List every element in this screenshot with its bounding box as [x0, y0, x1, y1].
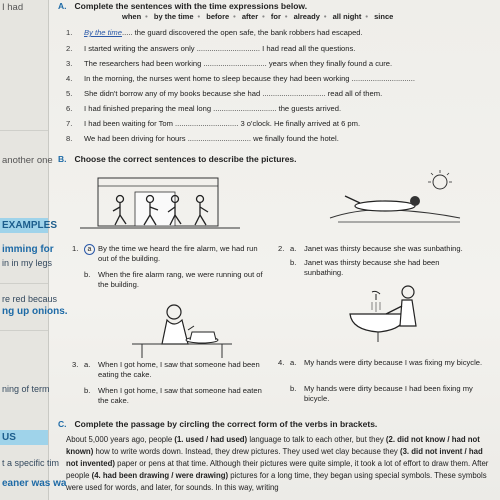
- verb-choice-1[interactable]: (1. used / had used): [174, 435, 248, 444]
- exercise-a-item-5: 5. She didn't borrow any of my books because she had .............................. read all of them.: [66, 89, 383, 98]
- word-bank-item: already: [293, 12, 320, 21]
- illustration-washing-hands: [342, 286, 422, 344]
- margin-line-2: in in my legs: [2, 258, 53, 268]
- verb-choice-3[interactable]: (3. did not invent / had not invented): [66, 447, 483, 468]
- exercise-a-item-3: 3. The researchers had been working .............................. years when they finally found a cure.: [66, 59, 393, 68]
- section-b-letter: B.: [58, 154, 67, 164]
- question-2-option-a[interactable]: 2. a. Janet was thirsty because she was sunbathing.: [278, 244, 463, 253]
- margin-line-1: imming for: [2, 244, 54, 255]
- margin-divider: [0, 283, 48, 284]
- verb-choice-2[interactable]: (2. did not know / had not known): [66, 435, 480, 456]
- illustration-cake: [132, 300, 232, 360]
- filled-answer[interactable]: By the time: [84, 28, 122, 37]
- question-3-option-a[interactable]: 3. a. When I got home, I saw that someone had been eating the cake.: [72, 360, 260, 379]
- question-3-option-b[interactable]: b. When I got home, I saw that someone had eaten the cake.: [84, 386, 262, 405]
- illustration-sunbathing: [320, 168, 468, 230]
- margin-divider: [0, 330, 48, 331]
- word-bank-item: after: [241, 12, 259, 21]
- exercise-a-item-1: 1. By the time..... the guard discovered the open safe, the bank robbers had escaped.: [66, 28, 363, 37]
- section-b-title: Choose the correct sentences to describe the pictures.: [74, 154, 297, 164]
- section-a-heading: [58, 1, 307, 11]
- section-c-letter: C.: [58, 419, 67, 429]
- question-4-option-a[interactable]: 4. a. My hands were dirty because I was fixing my bicycle.: [278, 358, 483, 367]
- margin-examples-header: EXAMPLES: [2, 220, 58, 231]
- margin-line-5: ning of term: [2, 384, 50, 394]
- question-2-option-b[interactable]: b. Janet was thirsty because she had been sunbathing.: [290, 258, 440, 277]
- section-b-heading: [58, 154, 297, 164]
- exercise-page: [52, 0, 500, 500]
- illustration-fire-alarm: [80, 172, 240, 234]
- margin-line-3: re red becaus: [2, 294, 58, 304]
- question-1-option-a[interactable]: 1. a By the time we heard the fire alarm, we had run out of the building.: [72, 244, 258, 263]
- exercise-a-item-4: 4. In the morning, the nurses went home to sleep because they had been working ..............................: [66, 74, 415, 83]
- margin-line-6: t a specific tim: [2, 458, 60, 468]
- question-4-option-b[interactable]: b. My hands were dirty because I had been fixing my bicycle.: [290, 384, 473, 403]
- question-1-option-b[interactable]: b. When the fire alarm rang, we were running out of the building.: [84, 270, 263, 289]
- word-bank-item: before: [206, 12, 230, 21]
- exercise-a-item-8: 8. We had been driving for hours .............................. we finally found the hotel.: [66, 134, 339, 143]
- margin-another-fragment: another one: [2, 155, 53, 166]
- margin-top-fragment: I had: [2, 2, 24, 13]
- circled-answer-a: a: [84, 244, 95, 255]
- passage-text: About 5,000 years ago, people (1. used / had used) language to talk to each other, but they (2. did not know / had not known) how to write words down. Instead, they drew pictures. They used wet clay because they (3. did not invent / had not invented) paper or pens at that time. Although their pictures were quite simple, it took a lot of effort to draw them. After people (4. had been drawing / were drawing) pictures for a long time, they began using special symbols. These symbols were used for words, and later, for sounds. In this way, writing: [66, 435, 489, 492]
- exercise-a-item-7: 7. I had been waiting for Tom .............................. 3 o'clock. He finally arrived at 6 pm.: [66, 119, 361, 128]
- word-bank-item: by the time: [153, 12, 194, 21]
- margin-us-header: US: [0, 430, 48, 445]
- word-bank-item: all night: [332, 12, 362, 21]
- word-bank-item: since: [374, 12, 394, 21]
- word-bank-item: for: [270, 12, 281, 21]
- margin-line-4: ng up onions.: [2, 306, 68, 317]
- left-margin-column: [0, 0, 68, 500]
- verb-choice-4[interactable]: (4. had been drawing / were drawing): [91, 471, 229, 480]
- exercise-a-item-2: 2. I started writing the answers only .............................. I had read all the questions.: [66, 44, 356, 53]
- word-bank: when • by the time • before • after • for • already • all night • since: [122, 12, 394, 21]
- word-bank-item: when: [122, 12, 142, 21]
- section-c-title: Complete the passage by circling the correct form of the verbs in brackets.: [74, 419, 378, 429]
- section-c-heading: [58, 419, 377, 429]
- margin-line-7: eaner was wa: [2, 478, 67, 489]
- exercise-a-item-6: 6. I had finished preparing the meal long .............................. the guests arrived.: [66, 104, 342, 113]
- section-a-letter: A.: [58, 1, 67, 11]
- margin-divider: [0, 130, 48, 131]
- section-a-title: Complete the sentences with the time expressions below.: [74, 1, 308, 11]
